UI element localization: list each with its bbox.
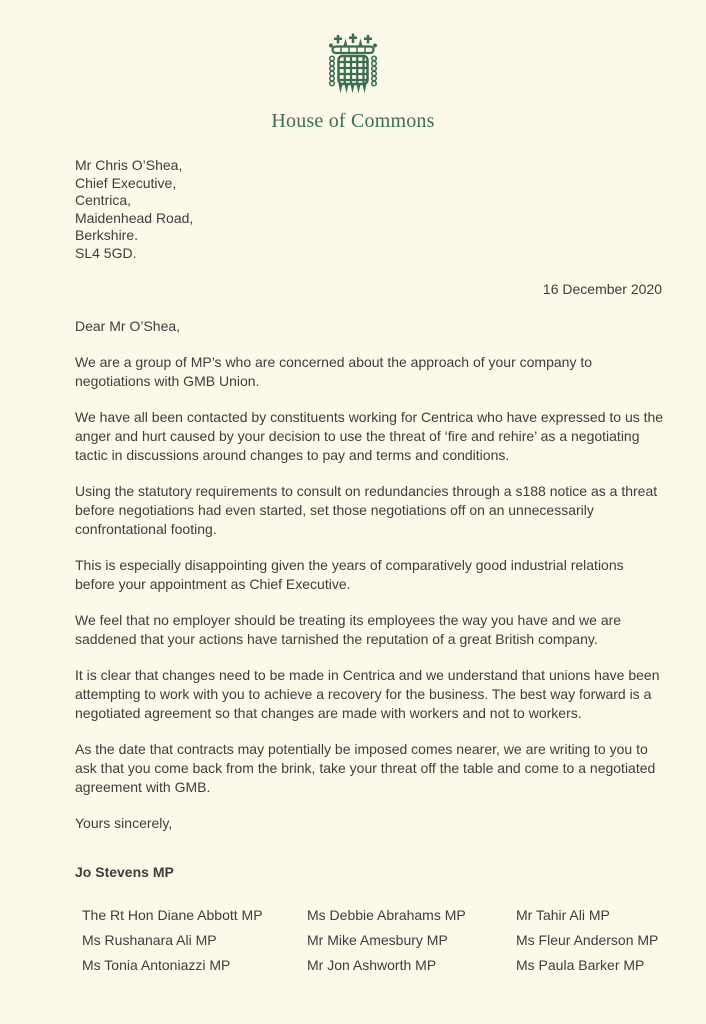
closing: Yours sincerely, xyxy=(75,815,173,831)
mp-name: The Rt Hon Diane Abbott MP xyxy=(82,907,263,923)
letter-date: 16 December 2020 xyxy=(542,281,662,297)
body-paragraph: We have all been contacted by constituents working for Centrica who have expressed to us the anger and hurt caused by your decision to use the threat of ‘fire and rehire’ as a negotiating tactic in discussions around changes to pay and terms and conditions. xyxy=(75,409,664,463)
house-of-commons-crest-icon xyxy=(325,33,381,99)
address-line: Maidenhead Road, xyxy=(75,209,194,226)
signatory-column xyxy=(516,903,706,978)
mp-name: Ms Fleur Anderson MP xyxy=(516,932,659,948)
address-line: Berkshire. xyxy=(75,227,139,243)
mp-name: Mr Jon Ashworth MP xyxy=(307,957,437,973)
salutation: Dear Mr O’Shea, xyxy=(75,318,181,334)
mp-name: Ms Paula Barker MP xyxy=(516,957,645,973)
address-line: Mr Chris O’Shea, xyxy=(75,157,183,173)
org-name: House of Commons xyxy=(271,110,435,132)
signatory-column xyxy=(82,903,307,978)
address-line: Chief Executive, xyxy=(75,174,177,191)
signatory-list xyxy=(82,903,706,978)
letterhead xyxy=(0,33,706,133)
address-line: Centrica, xyxy=(75,192,132,208)
mp-name: Mr Mike Amesbury MP xyxy=(307,932,448,948)
body-paragraph: Using the statutory requirements to consult on redundancies through a s188 notice as a threat before negotiations had even started, set those negotiations off on an unnecessarily confrontational footing. xyxy=(75,483,658,537)
signatory-column xyxy=(307,903,516,978)
recipient-address xyxy=(75,157,706,262)
mp-name: Ms Rushanara Ali MP xyxy=(82,932,217,948)
body-paragraph: We feel that no employer should be treating its employees the way you have and we are saddened that your actions have tarnished the reputation of a great British company. xyxy=(75,612,622,647)
address-line: SL4 5GD. xyxy=(75,244,137,261)
body-paragraph: This is especially disappointing given the years of comparatively good industrial relations before your appointment as Chief Executive. xyxy=(75,557,624,592)
mp-name: Ms Tonia Antoniazzi MP xyxy=(82,957,231,973)
mp-name: Mr Tahir Ali MP xyxy=(516,907,610,923)
body-paragraph: As the date that contracts may potentially be imposed comes nearer, we are writing to you to ask that you come back from the brink, take your threat off the table and come to a negotiated agreement with GMB. xyxy=(75,741,656,795)
body-paragraph: We are a group of MP’s who are concerned about the approach of your company to negotiations with GMB Union. xyxy=(75,354,593,389)
mp-name: Ms Debbie Abrahams MP xyxy=(307,907,466,923)
body-paragraph: It is clear that changes need to be made in Centrica and we understand that unions have been attempting to work with you to achieve a recovery for the business. The best way forward is a negotiated agreement so that changes are made with workers and not to workers. xyxy=(75,667,660,721)
lead-signatory: Jo Stevens MP xyxy=(75,864,174,880)
letter-body xyxy=(75,317,667,833)
